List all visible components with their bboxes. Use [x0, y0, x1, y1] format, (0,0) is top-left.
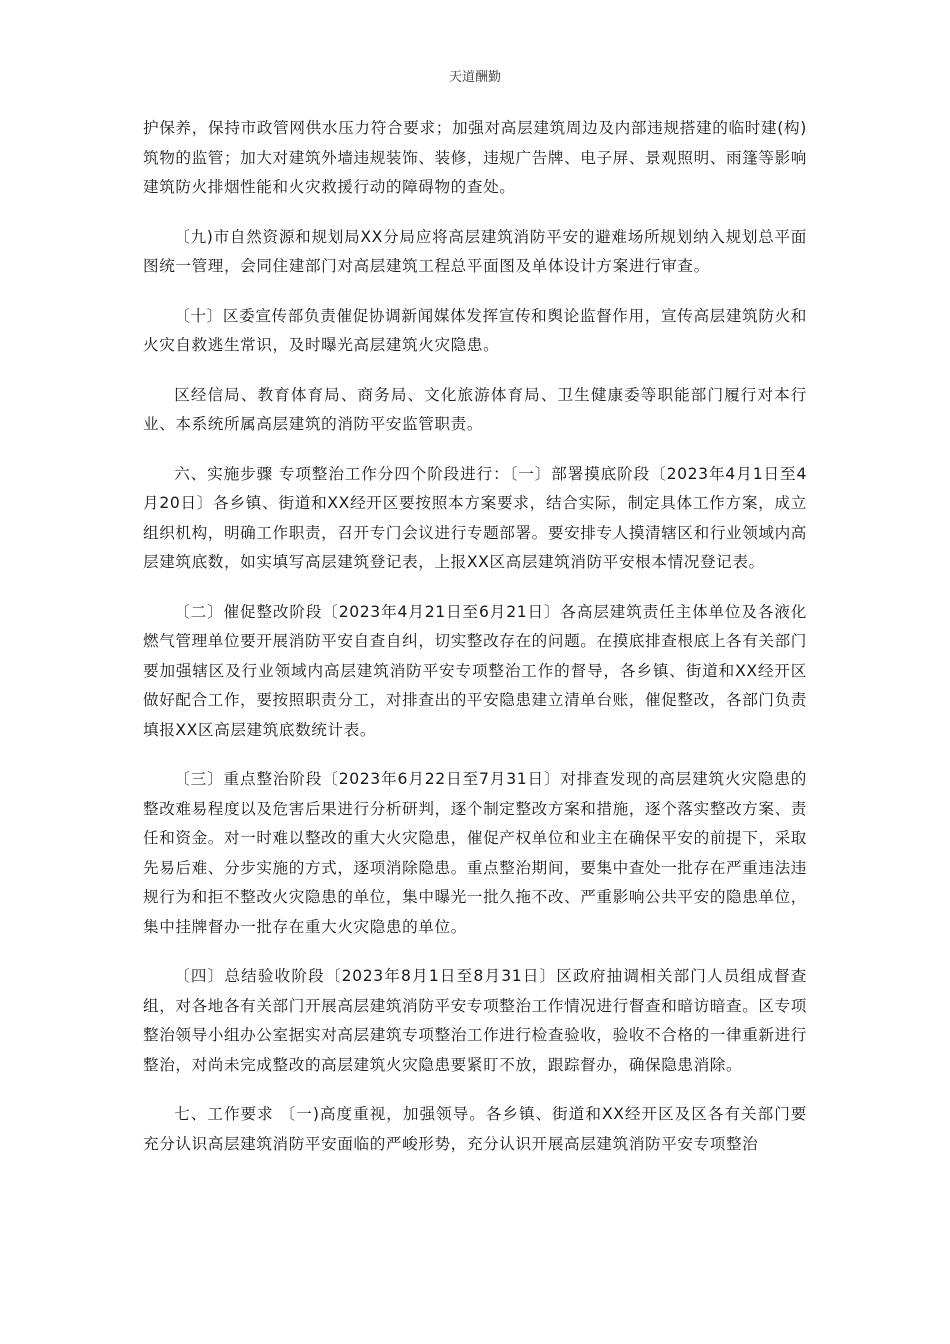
paragraph-8: 〔四〕总结验收阶段〔2023年8月1日至8月31日〕区政府抽调相关部门人员组成督查组，对各地各有关部门开展高层建筑消防平安专项整治工作情况进行督查和暗访暗查。区专项整治领导小组办公室据实对高层建筑专项整治工作进行检查验收，验收不合格的一律重新进行整治，对尚未完成整改的高层建筑火灾隐患要紧盯不放，跟踪督办，确保隐患消除。	[143, 967, 807, 1074]
paragraph-9: 七、工作要求 〔一)高度重视，加强领导。各乡镇、街道和XX经开区及区各有关部门要充分认识高层建筑消防平安面临的严峻形势，充分认识开展高层建筑消防平安专项整治	[143, 1105, 807, 1153]
paragraph-3: 〔十〕区委宣传部负责催促协调新闻媒体发挥宣传和舆论监督作用，宣传高层建筑防火和火灾自救逃生常识，及时曝光高层建筑火灾隐患。	[143, 306, 807, 354]
document-body	[143, 114, 807, 1179]
page-header: 天道酬勤	[448, 70, 501, 85]
paragraph-5: 六、实施步骤 专项整治工作分四个阶段进行：〔一〕部署摸底阶段〔2023年4月1日至4月20日〕各乡镇、街道和XX经开区要按照本方案要求，结合实际，制定具体工作方案，成立组织机构，明确工作职责，召开专门会议进行专题部署。要安排专人摸清辖区和行业领域内高层建筑底数，如实填写高层建筑登记表，上报XX区高层建筑消防平安根本情况登记表。	[143, 464, 807, 571]
paragraph-6: 〔二〕催促整改阶段〔2023年4月21日至6月21日〕各高层建筑责任主体单位及各液化燃气管理单位要开展消防平安自查自纠，切实整改存在的问题。在摸底排查根底上各有关部门要加强辖区及行业领域内高层建筑消防平安专项整治工作的督导，各乡镇、街道和XX经开区做好配合工作，要按照职责分工，对排查出的平安隐患建立清单台账，催促整改，各部门负责填报XX区高层建筑底数统计表。	[143, 602, 807, 739]
paragraph-1: 护保养，保持市政管网供水压力符合要求；加强对高层建筑周边及内部违规搭建的临时建(构)筑物的监管；加大对建筑外墙违规装饰、装修，违规广告牌、电子屏、景观照明、雨篷等影响建筑防火排烟性能和火灾救援行动的障碍物的查处。	[143, 119, 807, 196]
paragraph-4: 区经信局、教育体育局、商务局、文化旅游体育局、卫生健康委等职能部门履行对本行业、本系统所属高层建筑的消防平安监管职责。	[143, 385, 807, 433]
paragraph-7: 〔三〕重点整治阶段〔2023年6月22日至7月31日〕对排查发现的高层建筑火灾隐患的整改难易程度以及危害后果进行分析研判，逐个制定整改方案和措施，逐个落实整改方案、责任和资金。对一时难以整改的重大火灾隐患，催促产权单位和业主在确保平安的前提下，采取先易后难、分步实施的方式，逐项消除隐患。重点整治期间，要集中查处一批存在严重违法违规行为和拒不整改火灾隐患的单位，集中曝光一批久拖不改、严重影响公共平安的隐患单位，集中挂牌督办一批存在重大火灾隐患的单位。	[143, 770, 807, 936]
paragraph-2: 〔九)市自然资源和规划局XX分局应将高层建筑消防平安的避难场所规划纳入规划总平面图统一管理，会同住建部门对高层建筑工程总平面图及单体设计方案进行审查。	[143, 227, 807, 275]
